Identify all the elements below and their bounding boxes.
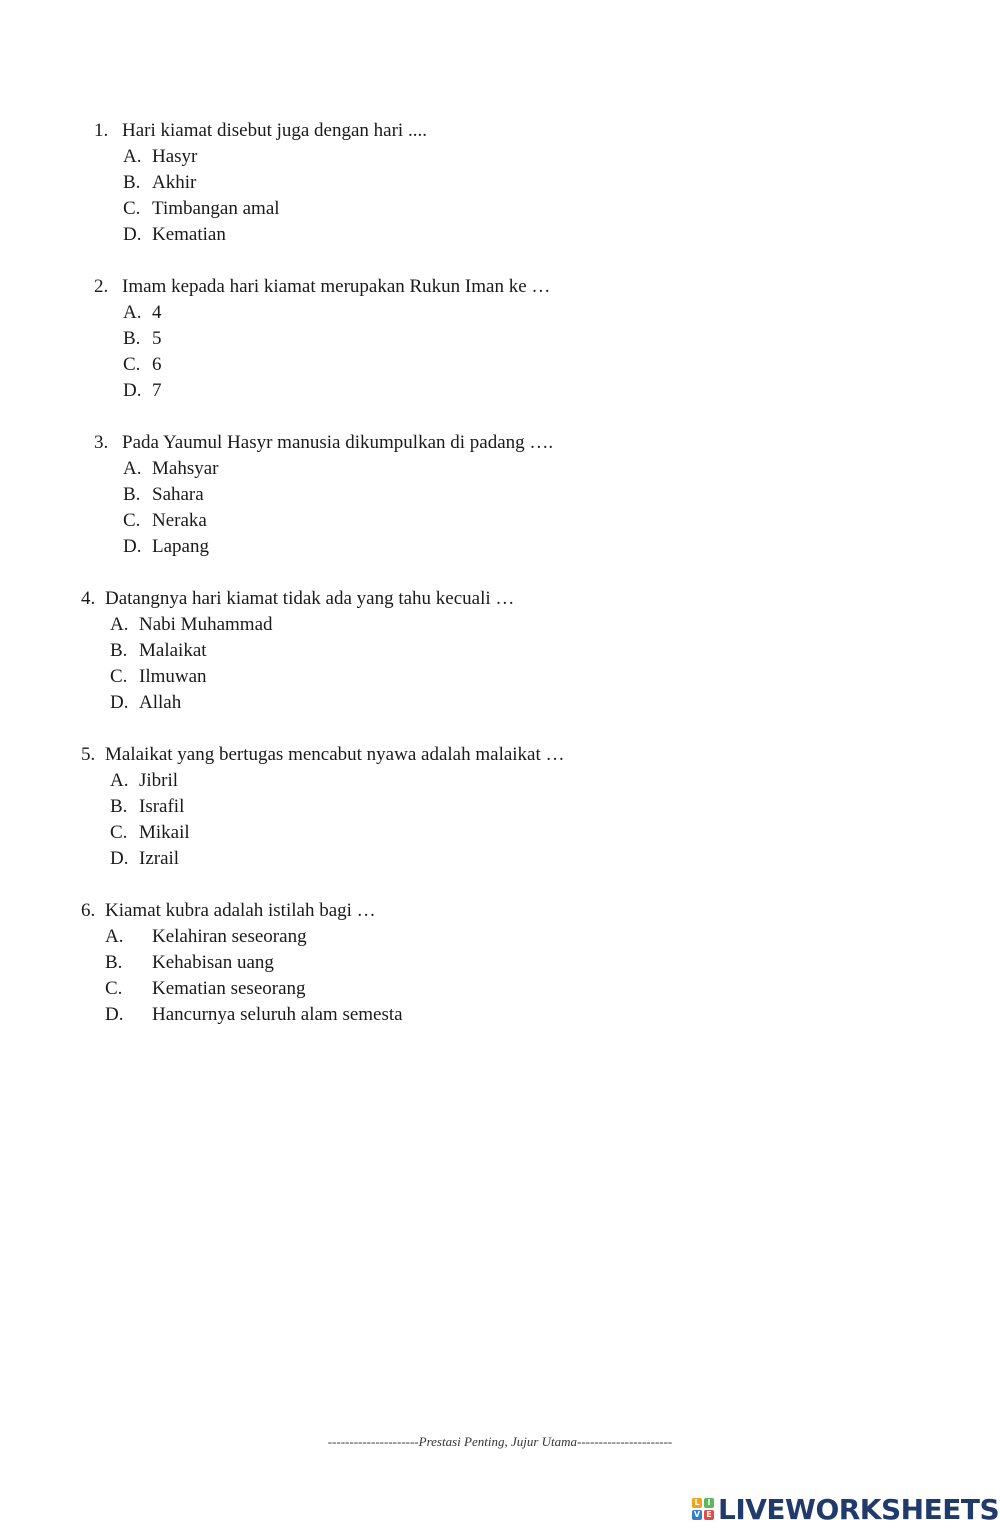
option-letter: C. [105,978,123,999]
option-text: Lapang [152,536,209,557]
option-text: Hasyr [152,146,198,167]
option-text: Kematian seseorang [152,978,306,999]
option-text: 4 [152,302,162,323]
option-letter: B. [105,952,123,973]
question-number: 1. [94,120,109,141]
brand-name: LIVEWORKSHEETS [718,1492,1000,1526]
option-letter: C. [123,198,141,219]
option-text: 5 [152,328,162,349]
question-text: Datangnya hari kiamat tidak ada yang tahu kecuali … [105,588,515,609]
option-letter: C. [110,666,128,687]
option-text: Neraka [152,510,207,531]
option-text: Timbangan amal [152,198,280,219]
option-letter: B. [110,640,128,661]
option-letter: D. [105,1004,124,1025]
question-number: 4. [81,588,96,609]
option-letter: C. [110,822,128,843]
option-text: 6 [152,354,162,375]
option-text: Nabi Muhammad [139,614,273,635]
option-letter: D. [123,536,142,557]
option-letter: A. [123,146,142,167]
option-text: Malaikat [139,640,207,661]
option-text: Ilmuwan [139,666,207,687]
option-letter: D. [110,848,129,869]
question-text: Pada Yaumul Hasyr manusia dikumpulkan di padang …. [122,432,554,453]
option-text: Sahara [152,484,204,505]
option-letter: D. [123,380,142,401]
option-text: Kematian [152,224,226,245]
option-text: Israfil [139,796,185,817]
logo-tile: V [693,1510,701,1519]
logo-tile: L [692,1498,702,1508]
option-letter: D. [123,224,142,245]
question-text: Malaikat yang bertugas mencabut nyawa adalah malaikat … [105,744,565,765]
option-letter: B. [123,328,141,349]
option-letter: A. [110,770,129,791]
option-text: Allah [139,692,182,713]
option-text: Jibril [139,770,179,791]
option-letter: B. [123,172,141,193]
question-number: 6. [81,900,96,921]
option-text: Izrail [139,848,180,869]
question-text: Kiamat kubra adalah istilah bagi … [105,900,376,921]
footer-motto: ---------------------Prestasi Penting, Jujur Utama---------------------- [327,1434,673,1449]
option-text: Kehabisan uang [152,952,274,973]
option-letter: A. [110,614,129,635]
question-text: Hari kiamat disebut juga dengan hari .... [122,120,427,141]
logo-tile: I [704,1498,714,1508]
option-text: 7 [152,380,162,401]
logo-grid-icon [692,1498,714,1520]
option-letter: A. [123,302,142,323]
option-letter: C. [123,354,141,375]
option-letter: A. [105,926,124,947]
question-number: 5. [81,744,96,765]
option-letter: C. [123,510,141,531]
option-text: Mikail [139,822,190,843]
logo-tile: E [704,1510,714,1520]
option-letter: A. [123,458,142,479]
option-text: Akhir [152,172,197,193]
option-text: Hancurnya seluruh alam semesta [152,1004,403,1025]
liveworksheets-logo[interactable] [692,1492,999,1526]
option-text: Kelahiran seseorang [152,926,307,947]
option-letter: B. [123,484,141,505]
option-letter: D. [110,692,129,713]
option-letter: B. [110,796,128,817]
question-text: Imam kepada hari kiamat merupakan Rukun Iman ke … [122,276,551,297]
question-number: 2. [94,276,109,297]
question-number: 3. [94,432,109,453]
option-text: Mahsyar [152,458,219,479]
